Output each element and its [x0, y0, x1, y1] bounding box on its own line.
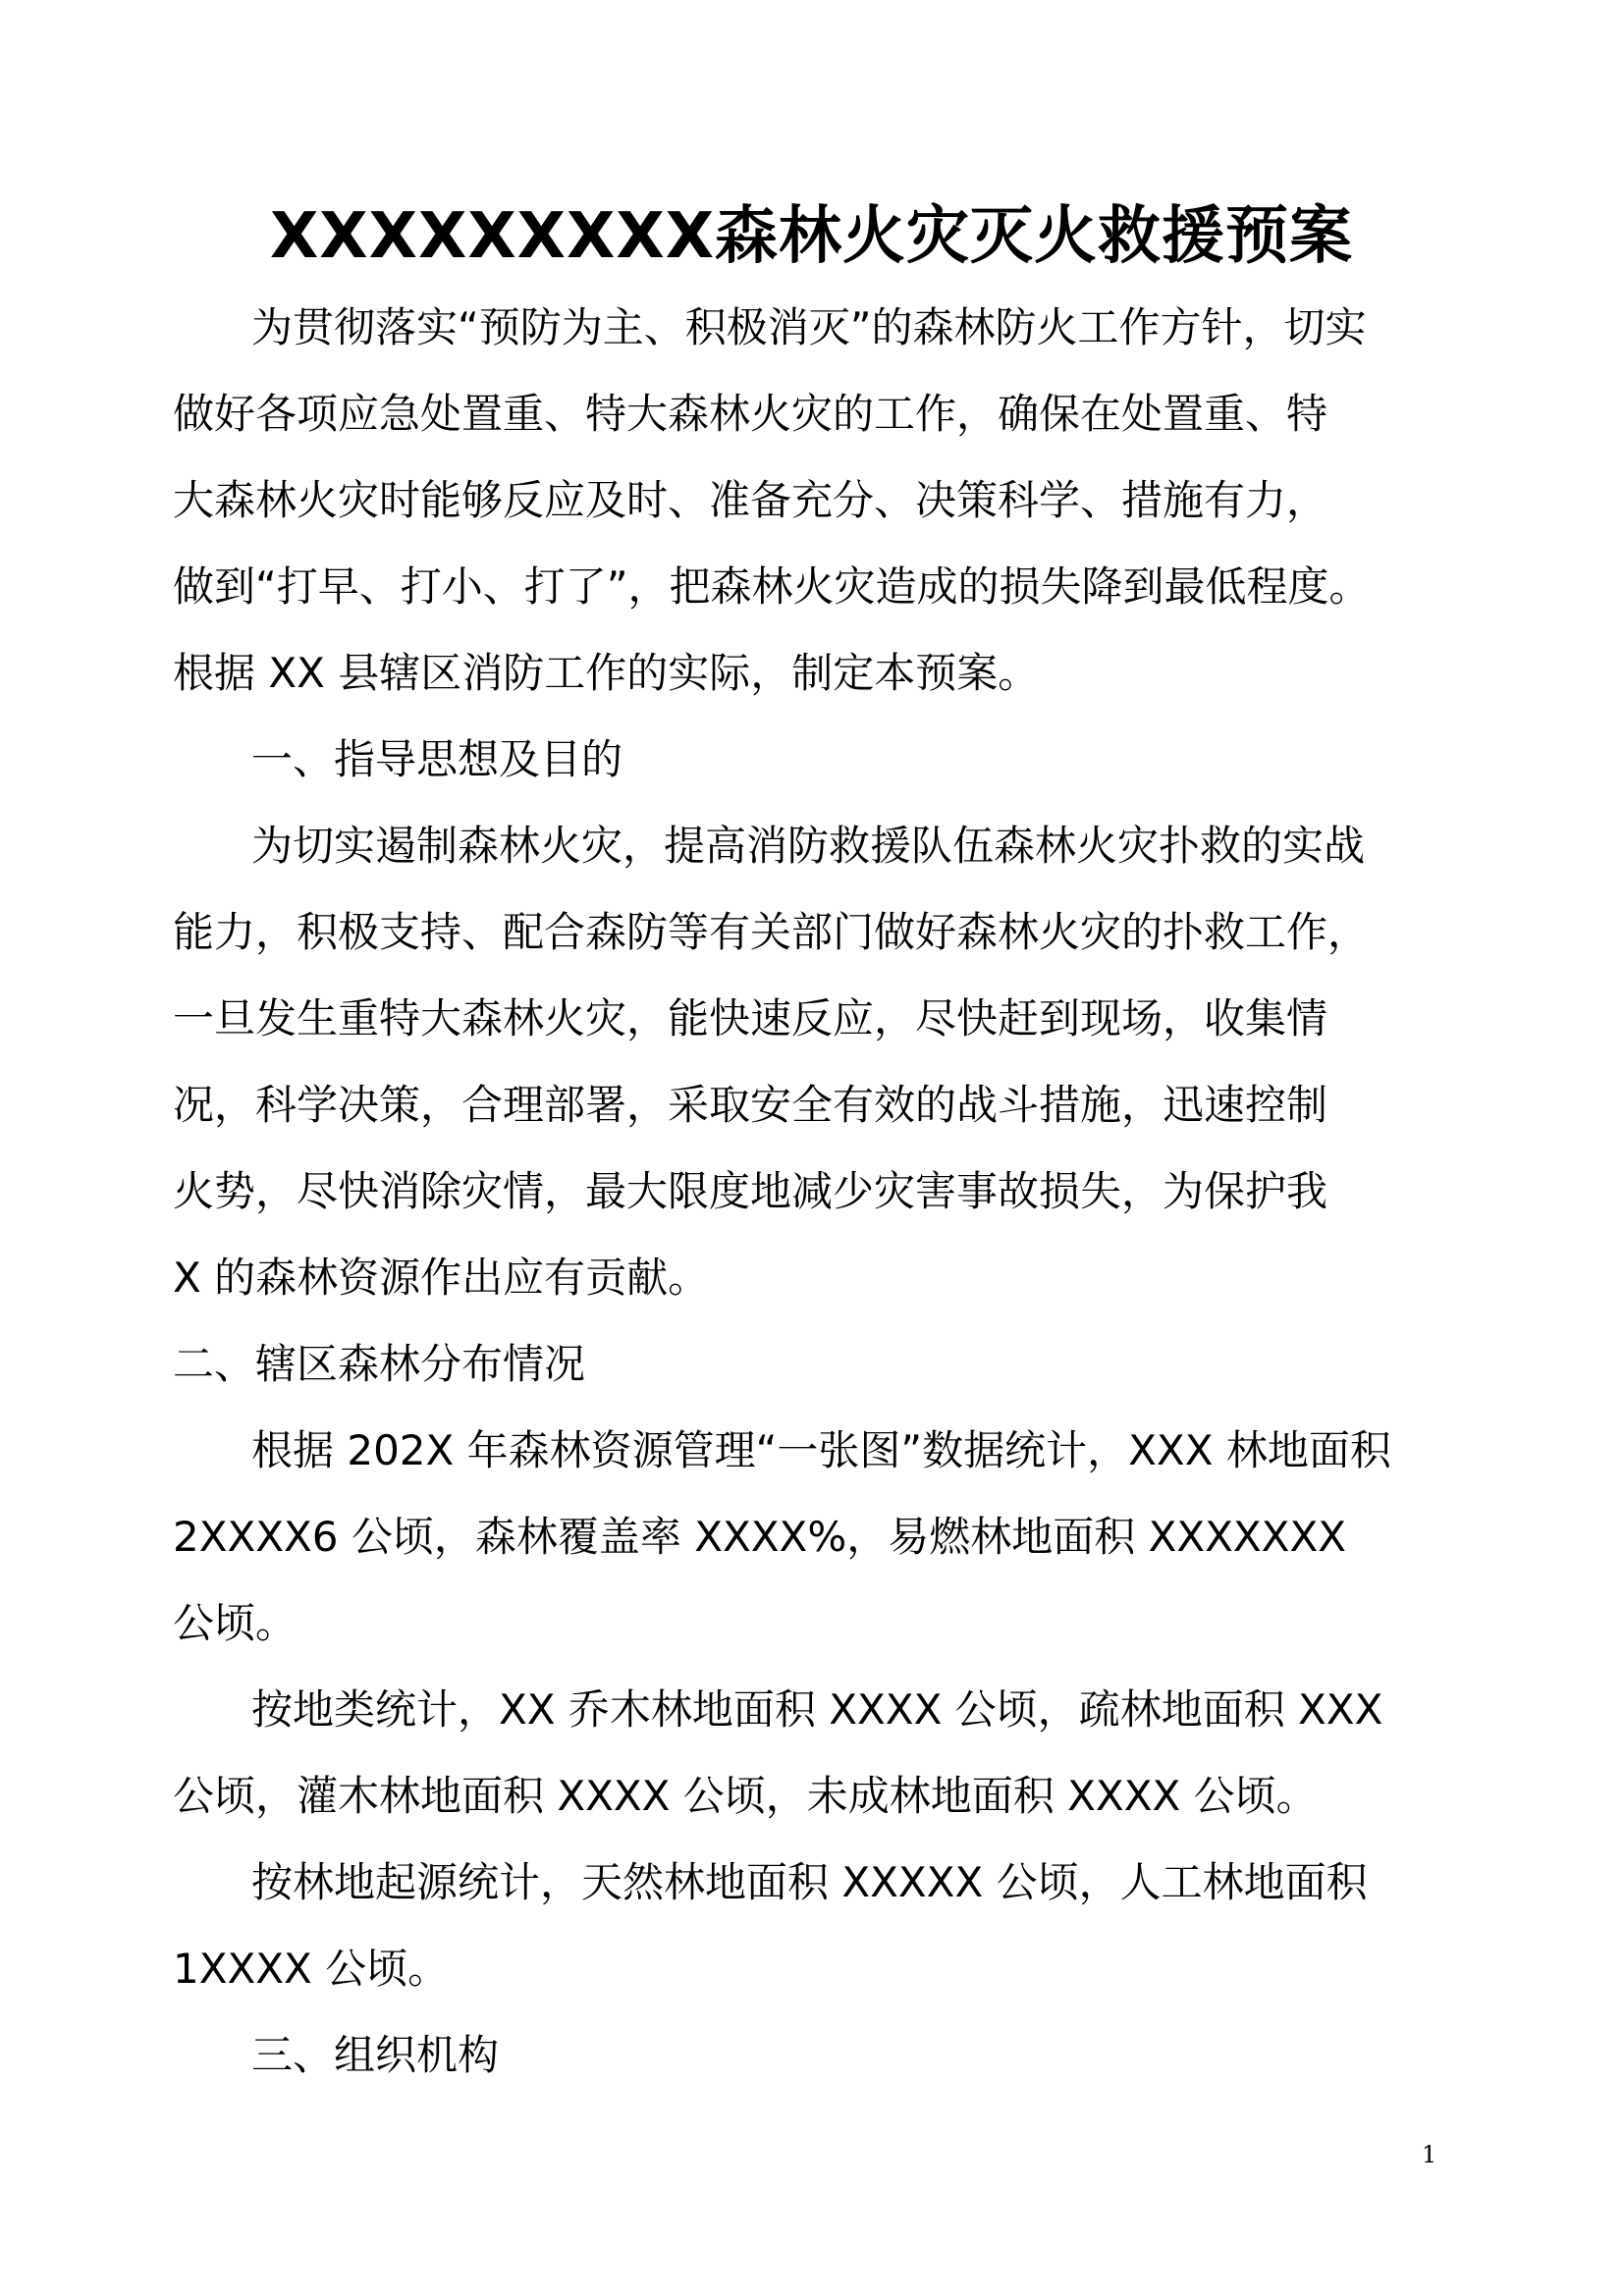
section-heading-1: 一、指导思想及目的 [251, 735, 623, 783]
paragraph-line: 做好各项应急处置重、特大森林火灾的工作，确保在处置重、特 [173, 390, 1328, 438]
section-heading-3: 三、组织机构 [251, 2031, 500, 2079]
document-body [173, 285, 1449, 2099]
paragraph-line: 为贯彻落实“预防为主、积极消灭”的森林防火工作方针，切实 [251, 303, 1367, 351]
paragraph-line: 做到“打早、打小、打了”，把森林火灾造成的损失降到最低程度。 [173, 562, 1371, 611]
paragraph-line: 一旦发生重特大森林火灾，能快速反应，尽快赶到现场，收集情 [173, 994, 1328, 1042]
paragraph-line: 火势，尽快消除灾情，最大限度地减少灾害事故损失，为保护我 [173, 1167, 1328, 1215]
paragraph-line: 1XXXX 公顷。 [173, 1945, 450, 1993]
paragraph-line: X 的森林资源作出应有贡献。 [173, 1254, 710, 1302]
paragraph-line: 按林地起源统计，天然林地面积 XXXXX 公顷，人工林地面积 [251, 1858, 1368, 1906]
paragraph-line: 大森林火灾时能够反应及时、准备充分、决策科学、措施有力， [173, 476, 1328, 524]
paragraph-line: 公顷，灌木林地面积 XXXX 公顷，未成林地面积 XXXX 公顷。 [173, 1772, 1318, 1820]
paragraph-line: 为切实遏制森林火灾，提高消防救援队伍森林火灾扑救的实战 [251, 822, 1366, 870]
paragraph-line: 根据 XX 县辖区消防工作的实际，制定本预案。 [173, 649, 1040, 697]
paragraph-line: 2XXXX6 公顷，森林覆盖率 XXXX%，易燃林地面积 XXXXXXX [173, 1513, 1346, 1561]
section-heading-2: 二、辖区森林分布情况 [173, 1340, 586, 1388]
document-title: XXXXXXXXX森林火灾灭火救援预案 [269, 200, 1354, 273]
paragraph-line: 况，科学决策，合理部署，采取安全有效的战斗措施，迅速控制 [173, 1081, 1328, 1129]
paragraph-line: 按地类统计，XX 乔木林地面积 XXXX 公顷，疏林地面积 XXX [251, 1685, 1383, 1734]
paragraph-line: 公顷。 [173, 1599, 298, 1647]
paragraph-line: 根据 202X 年森林资源管理“一张图”数据统计，XXX 林地面积 [251, 1426, 1391, 1474]
paragraph-line: 能力，积极支持、配合森防等有关部门做好森林火灾的扑救工作， [173, 908, 1370, 956]
page-number: 1 [1422, 2141, 1437, 2168]
